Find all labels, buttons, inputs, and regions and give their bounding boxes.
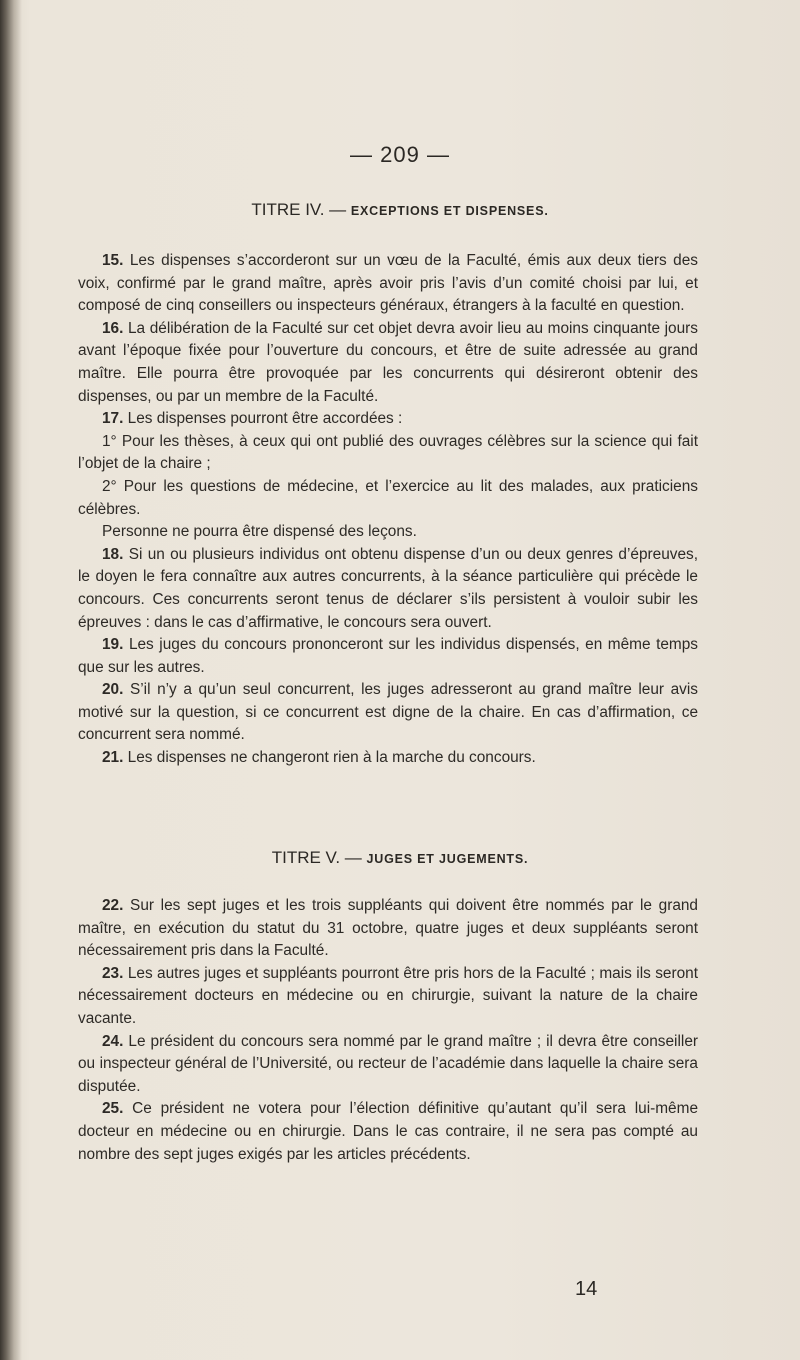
- title-iv-main: TITRE IV. —: [251, 200, 351, 219]
- title-iv-sub: EXCEPTIONS ET DISPENSES.: [350, 204, 549, 218]
- paragraph: 23. Les autres juges et suppléants pourront être pris hors de la Faculté ; mais ils seront nécessairement docteurs en médecine ou en chirurgie, suivant la nature de la chaire vacante.: [78, 964, 698, 1027]
- title-v: [0, 848, 800, 868]
- paragraph: 1° Pour les thèses, à ceux qui ont publié des ouvrages célèbres sur la science qui fait l’objet de la chaire ;: [78, 432, 698, 473]
- paragraph: 22. Sur les sept juges et les trois suppléants qui doivent être nommés par le grand maître, en exécution du statut du 31 octobre, quatre juges et deux suppléants seront nécessairement pris dans la Faculté.: [78, 897, 698, 960]
- section-v: [78, 895, 698, 1166]
- paragraph: Personne ne pourra être dispensé des leçons.: [102, 523, 417, 541]
- paragraph: 15. Les dispenses s’accorderont sur un vœu de la Faculté, émis aux deux tiers des voix, confirmé par le grand maître, après avoir pris l’avis d’un comité choisi par lui, et composé de cinq conseillers ou inspecteurs généraux, étrangers à la faculté en question.: [78, 252, 698, 315]
- paragraph: 18. Si un ou plusieurs individus ont obtenu dispense d’un ou deux genres d’épreuves, le doyen le fera connaître aux autres concurrents, à la séance particulière qui précède le concours. Ces concurrents seront tenus de déclarer s’ils persistent à vouloir subir les épreuves : dans le cas d’affirmative, le concours sera ouvert.: [78, 545, 698, 631]
- paragraph: 20. S’il n’y a qu’un seul concurrent, les juges adresseront au grand maître leur avis motivé sur la question, si ce concurrent est digne de la chaire. En cas d’affirmation, ce concurrent sera nommé.: [78, 681, 698, 744]
- paragraph: 17. Les dispenses pourront être accordées :: [102, 410, 403, 428]
- section-iv: [78, 250, 698, 770]
- paragraph: 21. Les dispenses ne changeront rien à la marche du concours.: [102, 749, 536, 767]
- title-iv: [0, 200, 800, 220]
- title-v-sub: JUGES ET JUGEMENTS.: [366, 852, 529, 866]
- paragraph: 25. Ce président ne votera pour l’élection définitive qu’autant qu’il sera lui-même docteur en médecine ou en chirurgie. Dans le cas contraire, il ne sera pas compté au nombre des sept juges exigés par les articles précédents.: [78, 1100, 698, 1163]
- paragraph: 24. Le président du concours sera nommé par le grand maître ; il devra être conseiller ou inspecteur général de l’Université, ou recteur de l’académie dans laquelle la chaire sera disputée.: [78, 1032, 698, 1095]
- paragraph: 19. Les juges du concours prononceront sur les individus dispensés, en même temps que sur les autres.: [78, 636, 698, 676]
- paragraph: 2° Pour les questions de médecine, et l’exercice au lit des malades, aux praticiens célèbres.: [78, 477, 698, 518]
- paragraph: 16. La délibération de la Faculté sur cet objet devra avoir lieu au moins cinquante jours avant l’époque fixée pour l’ouverture du concours, et être de suite adressée au grand maître. Elle pourra être provoquée par les concurrents qui désireront obtenir des dispenses, ou par un membre de la Faculté.: [78, 319, 698, 405]
- signature-mark: 14: [575, 1278, 598, 1300]
- page-number: — 209 —: [350, 142, 450, 167]
- title-v-main: TITRE V. —: [271, 848, 367, 867]
